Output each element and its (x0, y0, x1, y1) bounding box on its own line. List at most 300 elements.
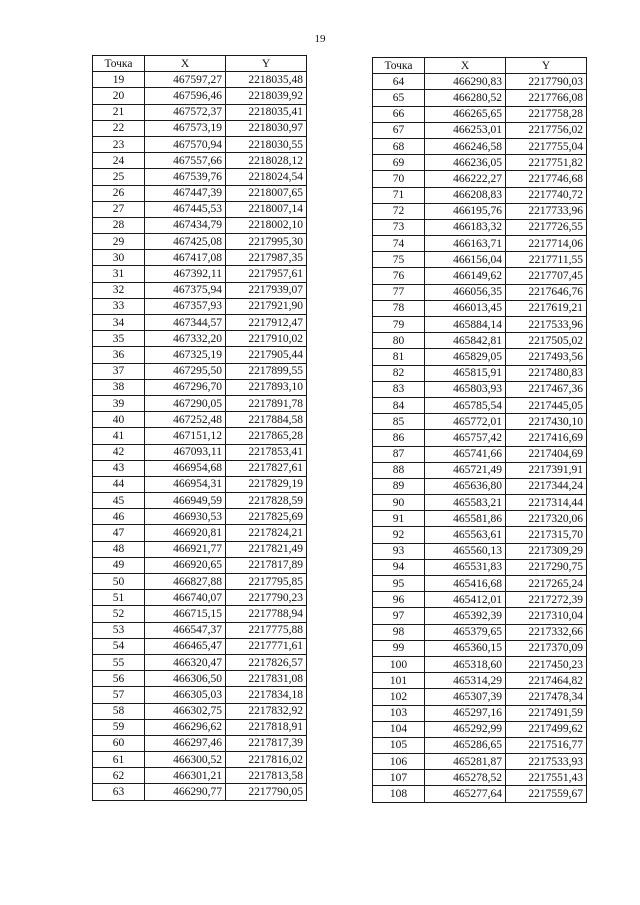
cell-point-number: 94 (373, 559, 425, 575)
cell-y: 2218007,14 (226, 201, 307, 217)
cell-x: 466236,05 (425, 155, 506, 171)
cell-x: 466265,65 (425, 106, 506, 122)
cell-y: 2217813,58 (226, 768, 307, 784)
cell-x: 467325,19 (145, 347, 226, 363)
cell-x: 467597,27 (145, 72, 226, 88)
cell-point-number: 51 (93, 590, 145, 606)
cell-x: 467447,39 (145, 185, 226, 201)
cell-point-number: 35 (93, 331, 145, 347)
table-row (93, 784, 307, 800)
table-row (373, 656, 587, 672)
table-row (373, 203, 587, 219)
table-row (93, 768, 307, 784)
cell-y: 2217464,82 (506, 673, 587, 689)
table-row (373, 268, 587, 284)
cell-x: 465741,66 (425, 446, 506, 462)
cell-x: 466056,35 (425, 284, 506, 300)
cell-y: 2217788,94 (226, 606, 307, 622)
cell-point-number: 42 (93, 444, 145, 460)
cell-y: 2217751,82 (506, 155, 587, 171)
cell-y: 2218035,41 (226, 104, 307, 120)
cell-point-number: 71 (373, 187, 425, 203)
table-row (373, 381, 587, 397)
cell-y: 2217790,23 (226, 590, 307, 606)
cell-point-number: 81 (373, 349, 425, 365)
cell-x: 465583,21 (425, 495, 506, 511)
table-row (373, 171, 587, 187)
cell-point-number: 108 (373, 786, 425, 802)
cell-y: 2217265,24 (506, 576, 587, 592)
cell-y: 2217987,35 (226, 250, 307, 266)
cell-x: 466715,15 (145, 606, 226, 622)
cell-y: 2217332,66 (506, 624, 587, 640)
table-row (93, 72, 307, 88)
cell-y: 2217957,61 (226, 266, 307, 282)
table-row (373, 462, 587, 478)
cell-point-number: 27 (93, 201, 145, 217)
cell-x: 467252,48 (145, 412, 226, 428)
cell-point-number: 98 (373, 624, 425, 640)
cell-point-number: 95 (373, 576, 425, 592)
cell-point-number: 104 (373, 721, 425, 737)
cell-y: 2217551,43 (506, 770, 587, 786)
cell-point-number: 57 (93, 687, 145, 703)
cell-x: 465884,14 (425, 317, 506, 333)
cell-y: 2217795,85 (226, 574, 307, 590)
table-row (373, 138, 587, 154)
cell-point-number: 52 (93, 606, 145, 622)
cell-x: 466306,50 (145, 671, 226, 687)
table-row (93, 460, 307, 476)
cell-point-number: 29 (93, 234, 145, 250)
cell-y: 2217939,07 (226, 282, 307, 298)
cell-y: 2217921,90 (226, 298, 307, 314)
table-row (93, 185, 307, 201)
table-row (373, 365, 587, 381)
cell-x: 465636,80 (425, 478, 506, 494)
table-row (93, 541, 307, 557)
cell-y: 2217891,78 (226, 395, 307, 411)
cell-point-number: 83 (373, 381, 425, 397)
table-row (373, 640, 587, 656)
cell-point-number: 36 (93, 347, 145, 363)
cell-point-number: 69 (373, 155, 425, 171)
table-row (93, 282, 307, 298)
cell-y: 2217726,55 (506, 219, 587, 235)
cell-x: 466208,83 (425, 187, 506, 203)
table-row (373, 754, 587, 770)
table-row (93, 525, 307, 541)
header-y: Y (506, 58, 587, 74)
cell-y: 2217430,10 (506, 414, 587, 430)
cell-y: 2217505,02 (506, 333, 587, 349)
cell-y: 2217831,08 (226, 671, 307, 687)
cell-point-number: 40 (93, 412, 145, 428)
cell-y: 2217758,28 (506, 106, 587, 122)
cell-x: 467151,12 (145, 428, 226, 444)
cell-x: 467344,57 (145, 315, 226, 331)
cell-x: 465278,52 (425, 770, 506, 786)
cell-point-number: 55 (93, 654, 145, 670)
cell-y: 2217817,89 (226, 557, 307, 573)
cell-point-number: 67 (373, 122, 425, 138)
cell-x: 467290,05 (145, 395, 226, 411)
cell-y: 2217499,62 (506, 721, 587, 737)
table-row (93, 606, 307, 622)
table-row (373, 155, 587, 171)
cell-x: 465392,39 (425, 608, 506, 624)
table-row (93, 590, 307, 606)
table-row (93, 719, 307, 735)
cell-x: 466301,21 (145, 768, 226, 784)
cell-point-number: 58 (93, 703, 145, 719)
table-row (93, 574, 307, 590)
cell-y: 2217827,61 (226, 460, 307, 476)
table-row (93, 88, 307, 104)
cell-y: 2217899,55 (226, 363, 307, 379)
cell-point-number: 85 (373, 414, 425, 430)
table-row (373, 252, 587, 268)
cell-y: 2217290,75 (506, 559, 587, 575)
table-row (93, 428, 307, 444)
cell-point-number: 100 (373, 656, 425, 672)
cell-point-number: 47 (93, 525, 145, 541)
cell-y: 2218002,10 (226, 217, 307, 233)
cell-x: 467539,76 (145, 169, 226, 185)
cell-y: 2217315,70 (506, 527, 587, 543)
cell-x: 467434,79 (145, 217, 226, 233)
table-row (373, 624, 587, 640)
table-row (93, 752, 307, 768)
cell-y: 2217480,83 (506, 365, 587, 381)
table-row (93, 654, 307, 670)
cell-y: 2217516,77 (506, 737, 587, 753)
cell-y: 2217995,30 (226, 234, 307, 250)
cell-y: 2217834,18 (226, 687, 307, 703)
cell-x: 465360,15 (425, 640, 506, 656)
cell-y: 2217344,24 (506, 478, 587, 494)
cell-x: 466013,45 (425, 300, 506, 316)
cell-y: 2217272,39 (506, 592, 587, 608)
cell-point-number: 61 (93, 752, 145, 768)
cell-point-number: 43 (93, 460, 145, 476)
cell-point-number: 20 (93, 88, 145, 104)
cell-y: 2217491,59 (506, 705, 587, 721)
cell-x: 467417,08 (145, 250, 226, 266)
cell-y: 2217320,06 (506, 511, 587, 527)
header-point: Точка (373, 58, 425, 74)
table-row (93, 363, 307, 379)
cell-point-number: 105 (373, 737, 425, 753)
cell-y: 2217370,09 (506, 640, 587, 656)
cell-point-number: 25 (93, 169, 145, 185)
table-row (373, 705, 587, 721)
cell-point-number: 77 (373, 284, 425, 300)
table-row (373, 576, 587, 592)
table-row (373, 90, 587, 106)
cell-x: 465563,61 (425, 527, 506, 543)
cell-x: 467557,66 (145, 153, 226, 169)
table-row (373, 414, 587, 430)
cell-point-number: 74 (373, 236, 425, 252)
cell-x: 465379,65 (425, 624, 506, 640)
cell-point-number: 64 (373, 74, 425, 90)
table-row (93, 703, 307, 719)
table-row (93, 671, 307, 687)
table-row (373, 236, 587, 252)
cell-y: 2217733,96 (506, 203, 587, 219)
cell-x: 466183,32 (425, 219, 506, 235)
cell-x: 467296,70 (145, 379, 226, 395)
table-row (373, 543, 587, 559)
cell-x: 466222,27 (425, 171, 506, 187)
cell-x: 466300,52 (145, 752, 226, 768)
cell-point-number: 26 (93, 185, 145, 201)
cell-point-number: 39 (93, 395, 145, 411)
cell-point-number: 80 (373, 333, 425, 349)
cell-point-number: 53 (93, 622, 145, 638)
cell-point-number: 90 (373, 495, 425, 511)
cell-point-number: 78 (373, 300, 425, 316)
table-row (93, 153, 307, 169)
cell-point-number: 65 (373, 90, 425, 106)
cell-y: 2218030,55 (226, 136, 307, 152)
cell-x: 466921,77 (145, 541, 226, 557)
cell-x: 465412,01 (425, 592, 506, 608)
cell-point-number: 59 (93, 719, 145, 735)
table-row (373, 770, 587, 786)
cell-y: 2217450,23 (506, 656, 587, 672)
cell-point-number: 34 (93, 315, 145, 331)
cell-y: 2217416,69 (506, 430, 587, 446)
cell-x: 466149,62 (425, 268, 506, 284)
cell-x: 465277,64 (425, 786, 506, 802)
cell-point-number: 92 (373, 527, 425, 543)
cell-x: 467392,11 (145, 266, 226, 282)
cell-x: 465757,42 (425, 430, 506, 446)
cell-x: 466297,46 (145, 735, 226, 751)
table-row (373, 559, 587, 575)
table-row (93, 266, 307, 282)
cell-point-number: 107 (373, 770, 425, 786)
cell-point-number: 28 (93, 217, 145, 233)
cell-y: 2217740,72 (506, 187, 587, 203)
table-row (93, 234, 307, 250)
table-row (93, 622, 307, 638)
cell-y: 2218024,54 (226, 169, 307, 185)
cell-y: 2217756,02 (506, 122, 587, 138)
cell-x: 467572,37 (145, 104, 226, 120)
cell-y: 2217559,67 (506, 786, 587, 802)
cell-point-number: 79 (373, 317, 425, 333)
table-row (373, 349, 587, 365)
cell-y: 2217493,56 (506, 349, 587, 365)
cell-x: 465785,54 (425, 397, 506, 413)
header-x: X (145, 56, 226, 72)
cell-x: 465842,81 (425, 333, 506, 349)
cell-x: 467332,20 (145, 331, 226, 347)
table-row (373, 721, 587, 737)
cell-x: 466296,62 (145, 719, 226, 735)
cell-point-number: 31 (93, 266, 145, 282)
cell-y: 2218035,48 (226, 72, 307, 88)
cell-y: 2217910,02 (226, 331, 307, 347)
cell-point-number: 72 (373, 203, 425, 219)
table-row (373, 187, 587, 203)
table-row (93, 379, 307, 395)
cell-y: 2217905,44 (226, 347, 307, 363)
cell-y: 2218039,92 (226, 88, 307, 104)
table-row (373, 106, 587, 122)
cell-y: 2217790,05 (226, 784, 307, 800)
cell-point-number: 48 (93, 541, 145, 557)
cell-point-number: 24 (93, 153, 145, 169)
cell-x: 467295,50 (145, 363, 226, 379)
table-row (373, 446, 587, 462)
cell-y: 2217714,06 (506, 236, 587, 252)
cell-y: 2217775,88 (226, 622, 307, 638)
cell-x: 465815,91 (425, 365, 506, 381)
cell-y: 2217817,39 (226, 735, 307, 751)
cell-x: 465772,01 (425, 414, 506, 430)
cell-point-number: 41 (93, 428, 145, 444)
table-row (93, 347, 307, 363)
cell-point-number: 101 (373, 673, 425, 689)
cell-y: 2217707,45 (506, 268, 587, 284)
cell-x: 465581,86 (425, 511, 506, 527)
cell-x: 467570,94 (145, 136, 226, 152)
cell-point-number: 91 (373, 511, 425, 527)
table-row (373, 495, 587, 511)
cell-y: 2217646,76 (506, 284, 587, 300)
cell-y: 2217821,49 (226, 541, 307, 557)
table-row (373, 689, 587, 705)
table-row (373, 608, 587, 624)
cell-y: 2217391,91 (506, 462, 587, 478)
cell-x: 466740,07 (145, 590, 226, 606)
table-row (373, 333, 587, 349)
cell-x: 466290,77 (145, 784, 226, 800)
cell-x: 465560,13 (425, 543, 506, 559)
table-row (373, 317, 587, 333)
cell-point-number: 96 (373, 592, 425, 608)
table-row (93, 104, 307, 120)
cell-x: 466920,65 (145, 557, 226, 573)
cell-point-number: 56 (93, 671, 145, 687)
cell-y: 2217314,44 (506, 495, 587, 511)
page-number: 19 (314, 33, 326, 45)
cell-y: 2217790,03 (506, 74, 587, 90)
table-header-row (373, 58, 587, 74)
cell-y: 2217828,59 (226, 493, 307, 509)
cell-x: 465307,39 (425, 689, 506, 705)
table-row (373, 430, 587, 446)
cell-y: 2217619,21 (506, 300, 587, 316)
cell-y: 2217467,36 (506, 381, 587, 397)
cell-x: 467573,19 (145, 120, 226, 136)
cell-x: 466920,81 (145, 525, 226, 541)
cell-x: 465286,65 (425, 737, 506, 753)
cell-point-number: 19 (93, 72, 145, 88)
table-row (93, 298, 307, 314)
cell-y: 2217533,96 (506, 317, 587, 333)
cell-x: 465297,16 (425, 705, 506, 721)
table-row (93, 735, 307, 751)
cell-point-number: 22 (93, 120, 145, 136)
table-row (373, 300, 587, 316)
table-row (93, 395, 307, 411)
table-row (93, 120, 307, 136)
table-row (93, 315, 307, 331)
cell-point-number: 70 (373, 171, 425, 187)
cell-point-number: 102 (373, 689, 425, 705)
cell-x: 466949,59 (145, 493, 226, 509)
cell-y: 2217853,41 (226, 444, 307, 460)
cell-x: 465416,68 (425, 576, 506, 592)
cell-point-number: 75 (373, 252, 425, 268)
cell-y: 2217893,10 (226, 379, 307, 395)
table-row (373, 397, 587, 413)
cell-point-number: 66 (373, 106, 425, 122)
cell-point-number: 60 (93, 735, 145, 751)
table-row (93, 444, 307, 460)
table-row (373, 478, 587, 494)
cell-point-number: 44 (93, 476, 145, 492)
cell-x: 465721,49 (425, 462, 506, 478)
cell-y: 2217711,55 (506, 252, 587, 268)
table-row (93, 509, 307, 525)
table-row (373, 74, 587, 90)
cell-point-number: 99 (373, 640, 425, 656)
table-row (373, 786, 587, 802)
table-row (93, 201, 307, 217)
cell-x: 465281,87 (425, 754, 506, 770)
cell-point-number: 62 (93, 768, 145, 784)
cell-point-number: 76 (373, 268, 425, 284)
cell-point-number: 88 (373, 462, 425, 478)
table-row (93, 687, 307, 703)
table-row (93, 217, 307, 233)
cell-y: 2217533,93 (506, 754, 587, 770)
cell-point-number: 63 (93, 784, 145, 800)
table-row (93, 412, 307, 428)
cell-x: 466253,01 (425, 122, 506, 138)
cell-x: 466302,75 (145, 703, 226, 719)
cell-point-number: 38 (93, 379, 145, 395)
cell-y: 2217478,34 (506, 689, 587, 705)
table-row (93, 136, 307, 152)
cell-x: 466827,88 (145, 574, 226, 590)
table-row (373, 219, 587, 235)
cell-x: 465318,60 (425, 656, 506, 672)
cell-y: 2217766,08 (506, 90, 587, 106)
cell-point-number: 33 (93, 298, 145, 314)
cell-x: 465829,05 (425, 349, 506, 365)
cell-x: 466280,52 (425, 90, 506, 106)
table-row (373, 527, 587, 543)
cell-point-number: 86 (373, 430, 425, 446)
cell-y: 2217825,69 (226, 509, 307, 525)
cell-x: 467445,53 (145, 201, 226, 217)
cell-y: 2217816,02 (226, 752, 307, 768)
table-row (373, 284, 587, 300)
cell-x: 465531,83 (425, 559, 506, 575)
cell-x: 466163,71 (425, 236, 506, 252)
header-x: X (425, 58, 506, 74)
cell-point-number: 37 (93, 363, 145, 379)
cell-x: 466954,68 (145, 460, 226, 476)
cell-point-number: 30 (93, 250, 145, 266)
